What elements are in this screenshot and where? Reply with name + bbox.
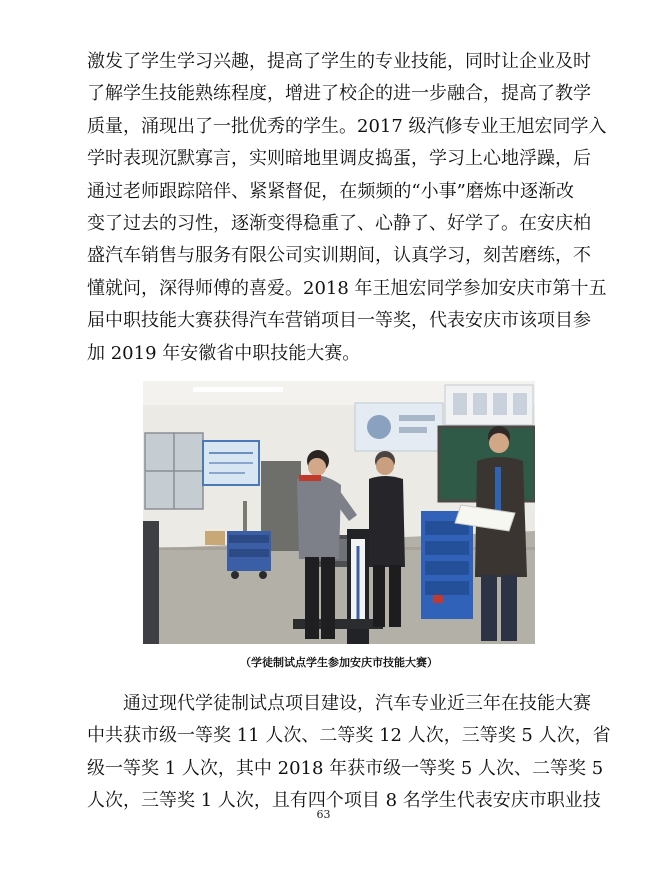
- paragraph-line: 学时表现沉默寡言，实则暗地里调皮捣蛋，学习上心地浮躁，后: [87, 148, 591, 170]
- photo-caption: （学徒制试点学生参加安庆市技能大赛）: [240, 656, 438, 669]
- paragraph-line: 激发了学生学习兴趣，提高了学生的专业技能，同时让企业及时: [87, 51, 591, 72]
- paragraph-line: 质量，涌现出了一批优秀的学生。2017 级汽修专业王旭宏同学入: [87, 115, 607, 137]
- paragraph-2: [87, 688, 611, 818]
- paragraph-line: 盛汽车销售与服务有限公司实训期间，认真学习，刻苦磨练，不: [87, 245, 591, 267]
- paragraph-line: 人次，三等奖 1 人次，且有四个项目 8 名学生代表安庆市职业技: [87, 790, 601, 812]
- paragraph-line: 变了过去的习性，逐渐变得稳重了、心静了、好学了。在安庆柏: [87, 212, 591, 234]
- paragraph-line: 加 2019 年安徽省中职技能大赛。: [87, 342, 361, 364]
- page-number: 63: [316, 808, 331, 821]
- paragraph-line: 通过老师跟踪陪伴、紧紧督促，在频频的“小事”磨炼中逐渐改: [87, 180, 574, 202]
- paragraph-line: 级一等奖 1 人次，其中 2018 年获市级一等奖 5 人次、二等奖 5: [87, 757, 604, 779]
- paragraph-line: 通过现代学徒制试点项目建设，汽车专业近三年在技能大赛: [123, 693, 591, 714]
- paragraph-line: 了解学生技能熟练程度，增进了校企的进一步融合，提高了教学: [87, 83, 591, 105]
- paragraph-line: 懂就问，深得师傅的喜爱。2018 年王旭宏同学参加安庆市第十五: [87, 277, 607, 299]
- paragraph-line: 届中职技能大赛获得汽车营销项目一等奖，代表安庆市该项目参: [87, 310, 591, 332]
- paragraph-line: 中共获市级一等奖 11 人次、二等奖 12 人次，三等奖 5 人次，省: [87, 725, 611, 747]
- paragraph-1: [87, 46, 607, 370]
- competition-photo: [143, 381, 535, 644]
